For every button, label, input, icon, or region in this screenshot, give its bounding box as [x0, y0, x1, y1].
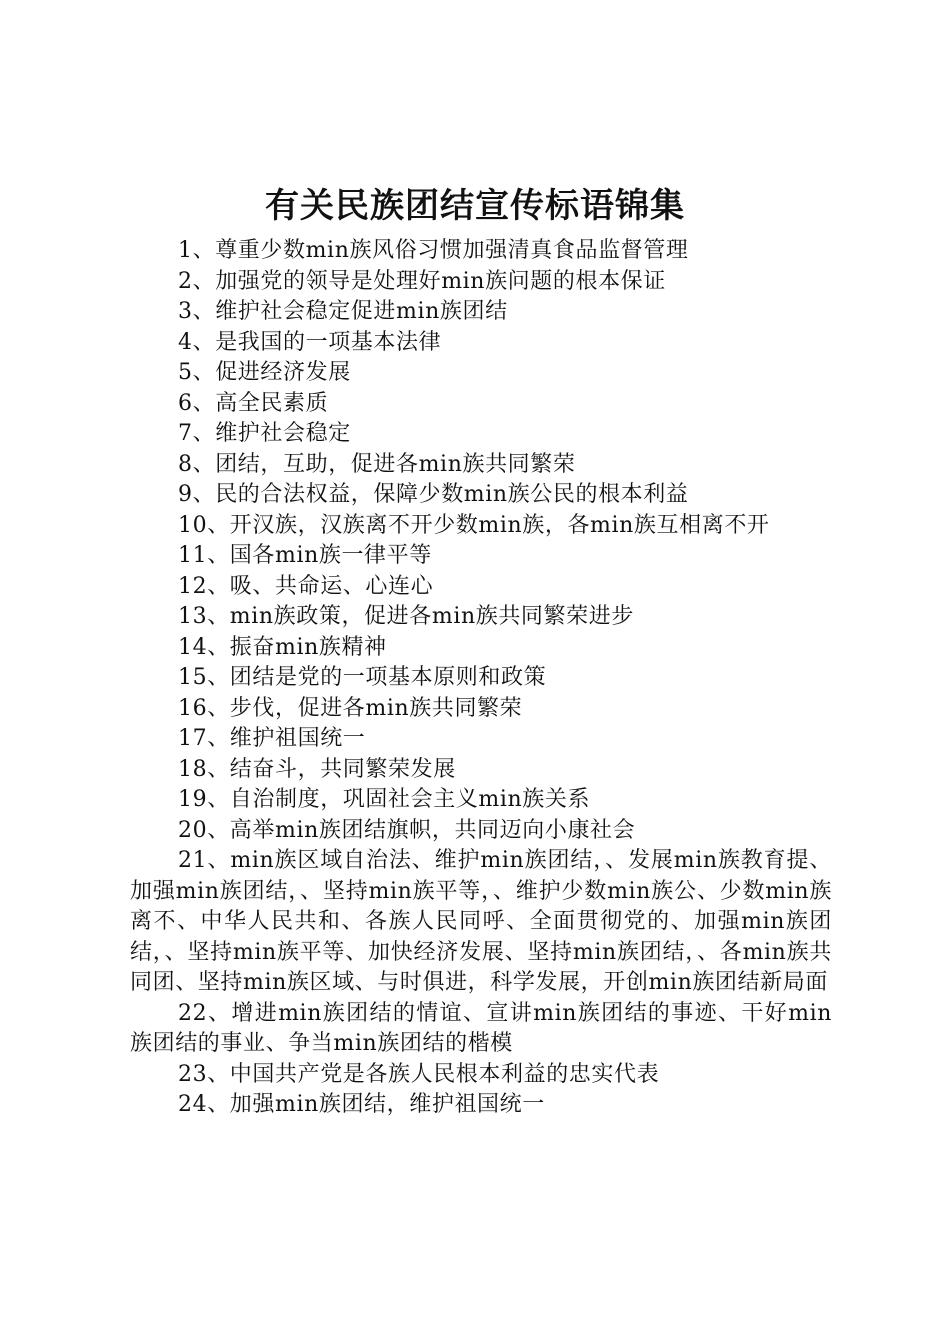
list-item: 13、min族政策，促进各min族共同繁荣进步 — [178, 604, 634, 629]
list-item: 15、团结是党的一项基本原则和政策 — [178, 665, 547, 690]
list-item: 18、结奋斗，共同繁荣发展 — [178, 756, 456, 782]
slogan-list — [130, 236, 832, 1121]
document-title: 有关民族团结宣传标语锦集 — [265, 186, 685, 226]
list-item: 24、加强min族团结，维护祖国统一 — [178, 1092, 545, 1117]
list-item: 14、振奋min族精神 — [178, 634, 387, 660]
list-item: 6、高全民素质 — [178, 390, 329, 416]
list-item: 12、吸、共命运、心连心 — [178, 573, 434, 599]
list-item: 21、min族区域自治法、维护min族团结，、发展min族教育提、加强min族团结，、坚持min族平等，、维护少数min族公、少数min族离不、中华人民共和、各族人民同呼、全面贯彻党的、加强min族团结，、坚持min族平等、加快经济发展、坚持min族团结，、各min族共同团、坚持min族区域、与时俱进，科学发展，开创min族团结新局面 — [130, 848, 832, 995]
list-item: 7、维护社会稳定 — [178, 421, 351, 446]
list-item: 4、是我国的一项基本法律 — [178, 329, 442, 355]
list-item: 23、中国共产党是各族人民根本利益的忠实代表 — [178, 1061, 660, 1087]
list-item: 19、自治制度，巩固社会主义min族关系 — [178, 787, 591, 812]
list-item: 16、步伐，促进各min族共同繁荣 — [178, 695, 523, 721]
list-item: 11、国各min族一律平等 — [178, 543, 432, 568]
list-item: 8、团结，互助，促进各min族共同繁荣 — [178, 451, 576, 477]
list-item: 5、促进经济发展 — [178, 360, 351, 385]
list-item: 17、维护祖国统一 — [178, 726, 366, 751]
list-item: 20、高举min族团结旗帜，共同迈向小康社会 — [178, 817, 636, 843]
list-item: 10、开汉族，汉族离不开少数min族，各min族互相离不开 — [178, 512, 770, 538]
list-item: 9、民的合法权益，保障少数min族公民的根本利益 — [178, 482, 689, 507]
list-item: 2、加强党的领导是处理好min族问题的根本保证 — [178, 268, 666, 294]
list-item: 22、增进min族团结的情谊、宣讲min族团结的事迹、干好min族团结的事业、争当min族团结的楷模 — [130, 1000, 832, 1056]
list-item: 3、维护社会稳定促进min族团结 — [178, 299, 508, 324]
list-item: 1、尊重少数min族风俗习惯加强清真食品监督管理 — [178, 238, 689, 263]
